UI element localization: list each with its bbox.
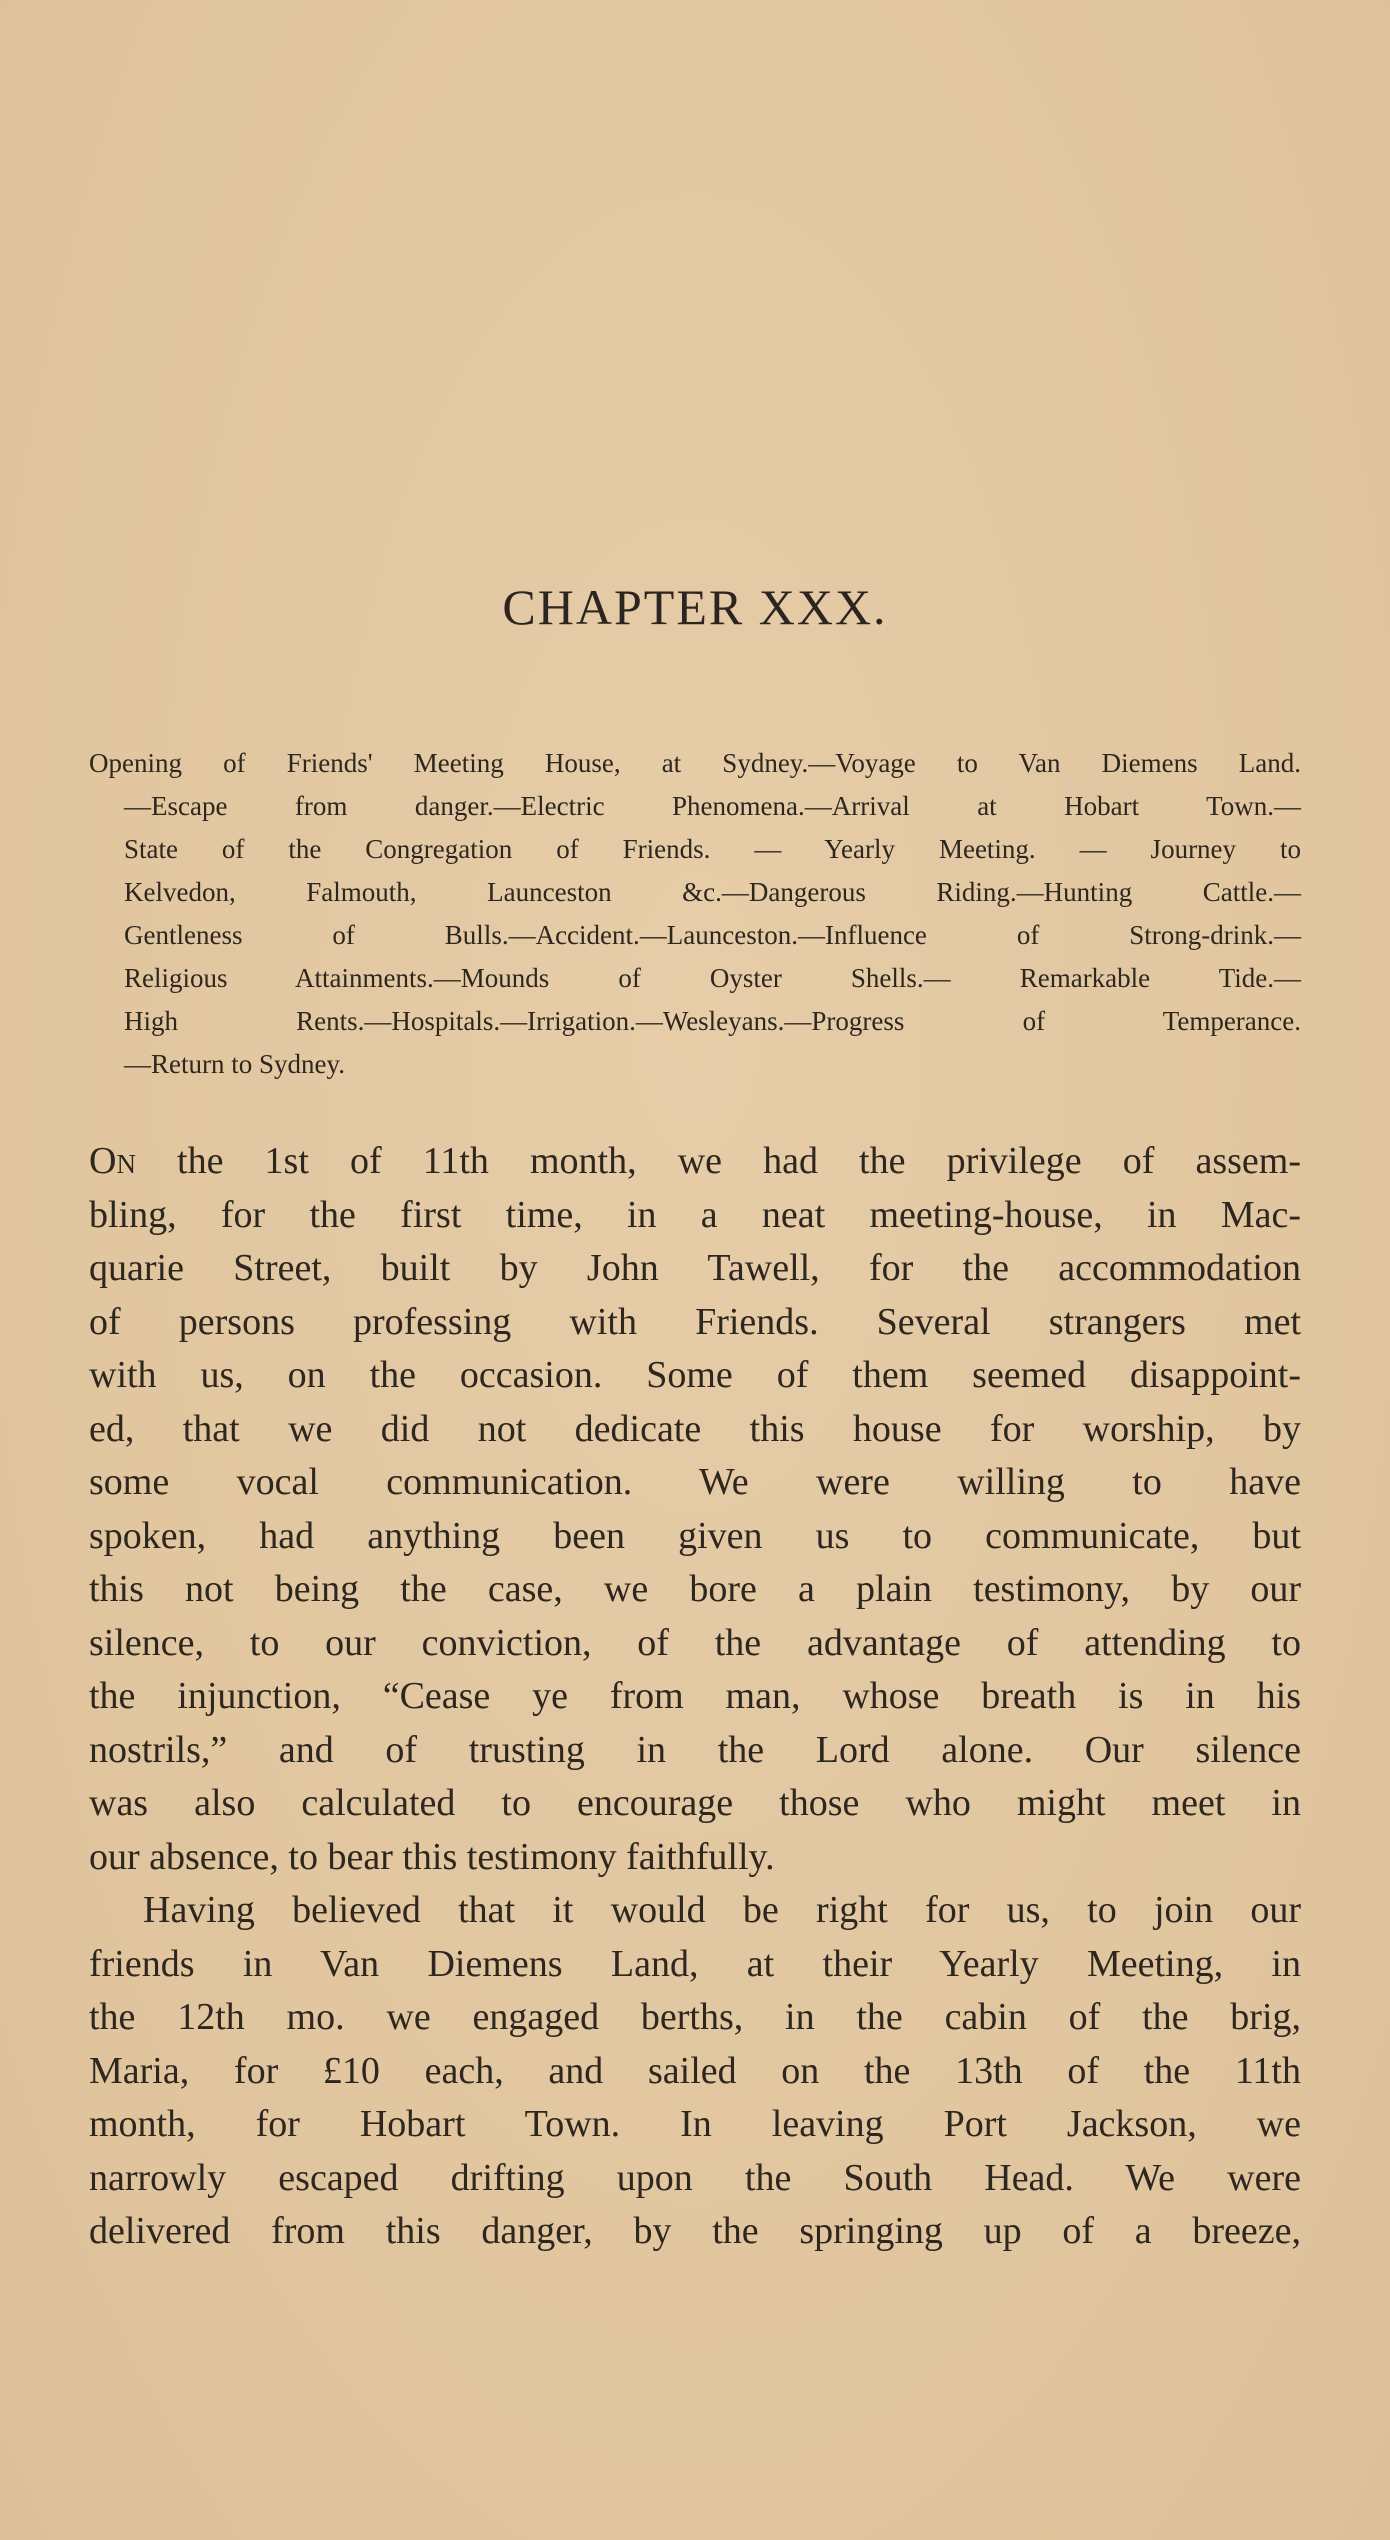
paragraph-first-line	[89, 1135, 1301, 1189]
body-line: our absence, to bear this testimony faithfully.	[89, 1835, 775, 1878]
body-line: quarie Street, built by John Tawell, for the accommodation	[89, 1247, 1301, 1289]
body-line: the injunction, “Cease ye from man, whose breath is in his	[89, 1675, 1301, 1717]
body-line: spoken, had anything been given us to communicate, but	[89, 1514, 1301, 1557]
body-line: narrowly escaped drifting upon the South Head. We were	[89, 2156, 1301, 2199]
summary-line: State of the Congregation of Friends. — Yearly Meeting. — Journey to	[124, 834, 1301, 864]
summary-line: Religious Attainments.—Mounds of Oyster Shells.— Remarkable Tide.—	[124, 963, 1301, 993]
summary-line: —Escape from danger.—Electric Phenomena.—Arrival at Hobart Town.—	[124, 791, 1301, 821]
body-line: Maria, for £10 each, and sailed on the 13th of the 11th	[89, 2049, 1301, 2092]
summary-line: Gentleness of Bulls.—Accident.—Launceston.—Influence of Strong-drink.—	[124, 920, 1301, 950]
body-line: friends in Van Diemens Land, at their Yearly Meeting, in	[89, 1942, 1301, 1985]
first-line-text: the 1st of 11th month, we had the privilege of assem-	[135, 1140, 1301, 1182]
body-line: was also calculated to encourage those who might meet in	[89, 1782, 1301, 1824]
chapter-title: CHAPTER XXX.	[502, 579, 888, 635]
body-line: silence, to our conviction, of the advantage of attending to	[89, 1621, 1301, 1664]
body-line: Having believed that it would be right for us, to join our	[143, 1889, 1301, 1931]
body-line: ed, that we did not dedicate this house for worship, by	[89, 1407, 1301, 1450]
summary-line: High Rents.—Hospitals.—Irrigation.—Wesleyans.—Progress of Temperance.	[124, 1006, 1301, 1036]
drop-word: On	[89, 1140, 136, 1182]
body-line: of persons professing with Friends. Several strangers met	[89, 1300, 1301, 1343]
body-line: month, for Hobart Town. In leaving Port Jackson, we	[89, 2103, 1301, 2145]
summary-line: Kelvedon, Falmouth, Launceston &c.—Dangerous Riding.—Hunting Cattle.—	[124, 877, 1301, 907]
body-line: this not being the case, we bore a plain testimony, by our	[89, 1568, 1301, 1610]
summary-line: —Return to Sydney.	[124, 1049, 345, 1079]
body-line: with us, on the occasion. Some of them seemed disappoint-	[89, 1354, 1301, 1396]
chapter-summary	[89, 742, 1301, 1086]
body-line: bling, for the first time, in a neat meeting-house, in Mac-	[89, 1193, 1301, 1236]
body-line: nostrils,” and of trusting in the Lord alone. Our silence	[89, 1728, 1301, 1771]
body-text	[89, 1135, 1301, 2259]
summary-line: Opening of Friends' Meeting House, at Sydney.—Voyage to Van Diemens Land.	[89, 748, 1301, 778]
body-line: some vocal communication. We were willing to have	[89, 1461, 1301, 1503]
body-line: delivered from this danger, by the springing up of a breeze,	[89, 2210, 1301, 2252]
body-line: the 12th mo. we engaged berths, in the cabin of the brig,	[89, 1996, 1301, 2038]
